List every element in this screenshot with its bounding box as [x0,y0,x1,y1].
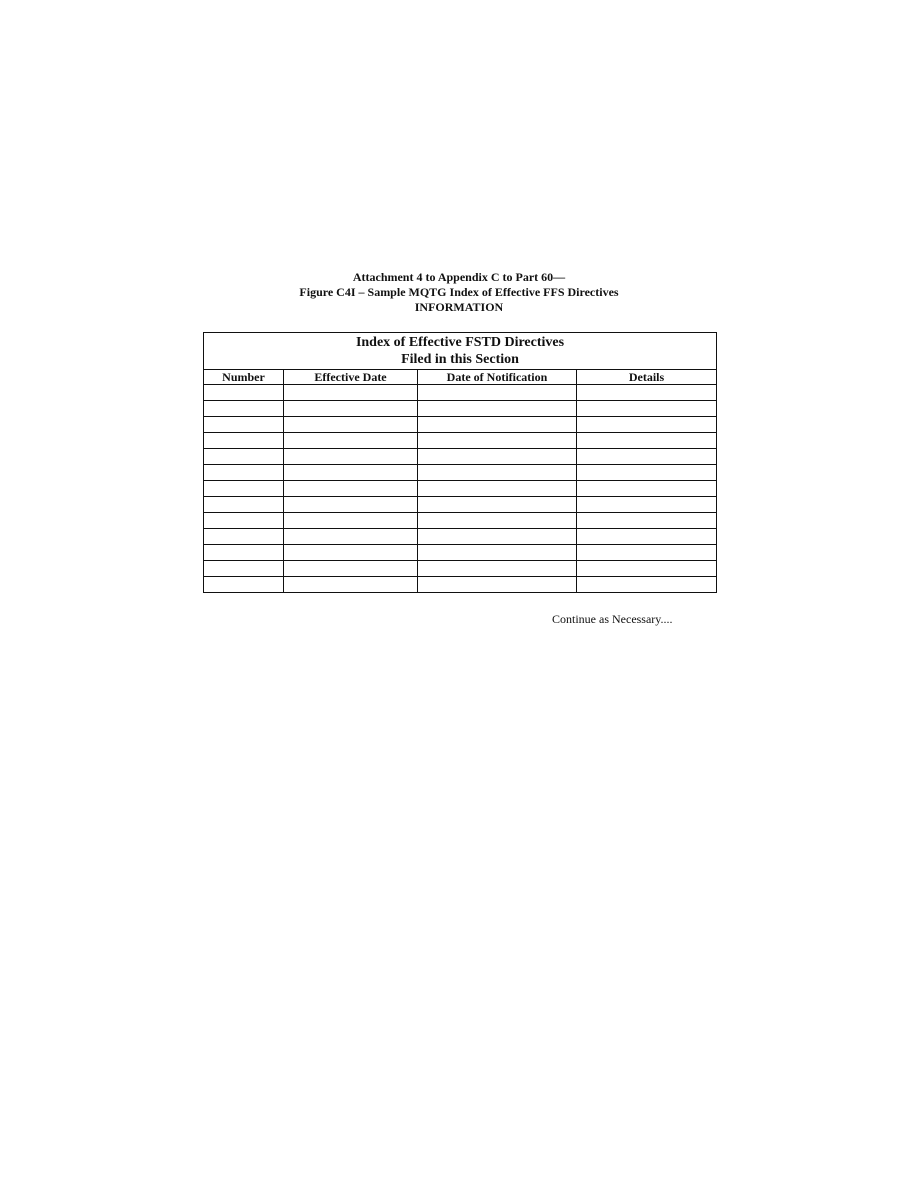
table-row [204,513,717,529]
blank-cell-number [204,561,284,577]
table-row [204,449,717,465]
blank-cell-number [204,513,284,529]
blank-cell-number [204,449,284,465]
table-row [204,385,717,401]
table-row [204,577,717,593]
blank-cell-effective-date [284,481,418,497]
continue-note: Continue as Necessary.... [552,612,673,626]
heading-line-figure: Figure C4I – Sample MQTG Index of Effective FFS Directives [299,285,619,299]
blank-cell-effective-date [284,465,418,481]
blank-cell-date-of-notification [418,481,577,497]
blank-cell-details [577,561,717,577]
table-row [204,417,717,433]
blank-cell-effective-date [284,513,418,529]
heading-line-information: INFORMATION [414,300,504,314]
blank-cell-effective-date [284,417,418,433]
blank-cell-date-of-notification [418,497,577,513]
blank-cell-number [204,577,284,593]
blank-cell-effective-date [284,449,418,465]
attachment-heading [200,270,718,315]
column-header-number: Number [204,370,284,385]
table-title-line2: Filed in this Section [401,352,519,367]
table-row [204,561,717,577]
blank-cell-details [577,481,717,497]
blank-cell-date-of-notification [418,401,577,417]
table-row [204,529,717,545]
column-header-details: Details [577,370,717,385]
blank-cell-details [577,529,717,545]
column-header-effective-date: Effective Date [284,370,418,385]
blank-cell-date-of-notification [418,545,577,561]
blank-cell-details [577,497,717,513]
blank-cell-details [577,385,717,401]
blank-cell-date-of-notification [418,577,577,593]
column-header-row [204,370,717,385]
blank-cell-effective-date [284,529,418,545]
blank-cell-details [577,433,717,449]
table-row [204,497,717,513]
table-row [204,401,717,417]
blank-cell-number [204,545,284,561]
blank-cell-effective-date [284,497,418,513]
table-row [204,481,717,497]
blank-cell-details [577,513,717,529]
blank-cell-date-of-notification [418,433,577,449]
blank-cell-effective-date [284,545,418,561]
blank-cell-number [204,481,284,497]
blank-cell-details [577,577,717,593]
blank-cell-effective-date [284,561,418,577]
blank-cell-date-of-notification [418,513,577,529]
blank-cell-date-of-notification [418,465,577,481]
blank-cell-date-of-notification [418,561,577,577]
blank-cell-effective-date [284,385,418,401]
blank-cell-number [204,385,284,401]
blank-cell-date-of-notification [418,417,577,433]
table-row [204,545,717,561]
column-header-date-of-notification: Date of Notification [418,370,577,385]
blank-cell-number [204,401,284,417]
table-title-line1: Index of Effective FSTD Directives [355,335,565,350]
directives-index-table [203,332,717,593]
blank-cell-effective-date [284,433,418,449]
blank-cell-details [577,545,717,561]
blank-cell-number [204,497,284,513]
blank-cell-number [204,465,284,481]
blank-cell-details [577,449,717,465]
blank-cell-details [577,465,717,481]
blank-cell-number [204,529,284,545]
blank-cell-effective-date [284,401,418,417]
blank-cell-details [577,401,717,417]
heading-line-attachment: Attachment 4 to Appendix C to Part 60— [352,270,566,284]
blank-cell-date-of-notification [418,449,577,465]
blank-cell-details [577,417,717,433]
table-title [204,333,717,370]
table-row [204,465,717,481]
blank-cell-number [204,417,284,433]
blank-cell-effective-date [284,577,418,593]
blank-cell-date-of-notification [418,529,577,545]
table-row [204,433,717,449]
blank-cell-number [204,433,284,449]
blank-cell-date-of-notification [418,385,577,401]
